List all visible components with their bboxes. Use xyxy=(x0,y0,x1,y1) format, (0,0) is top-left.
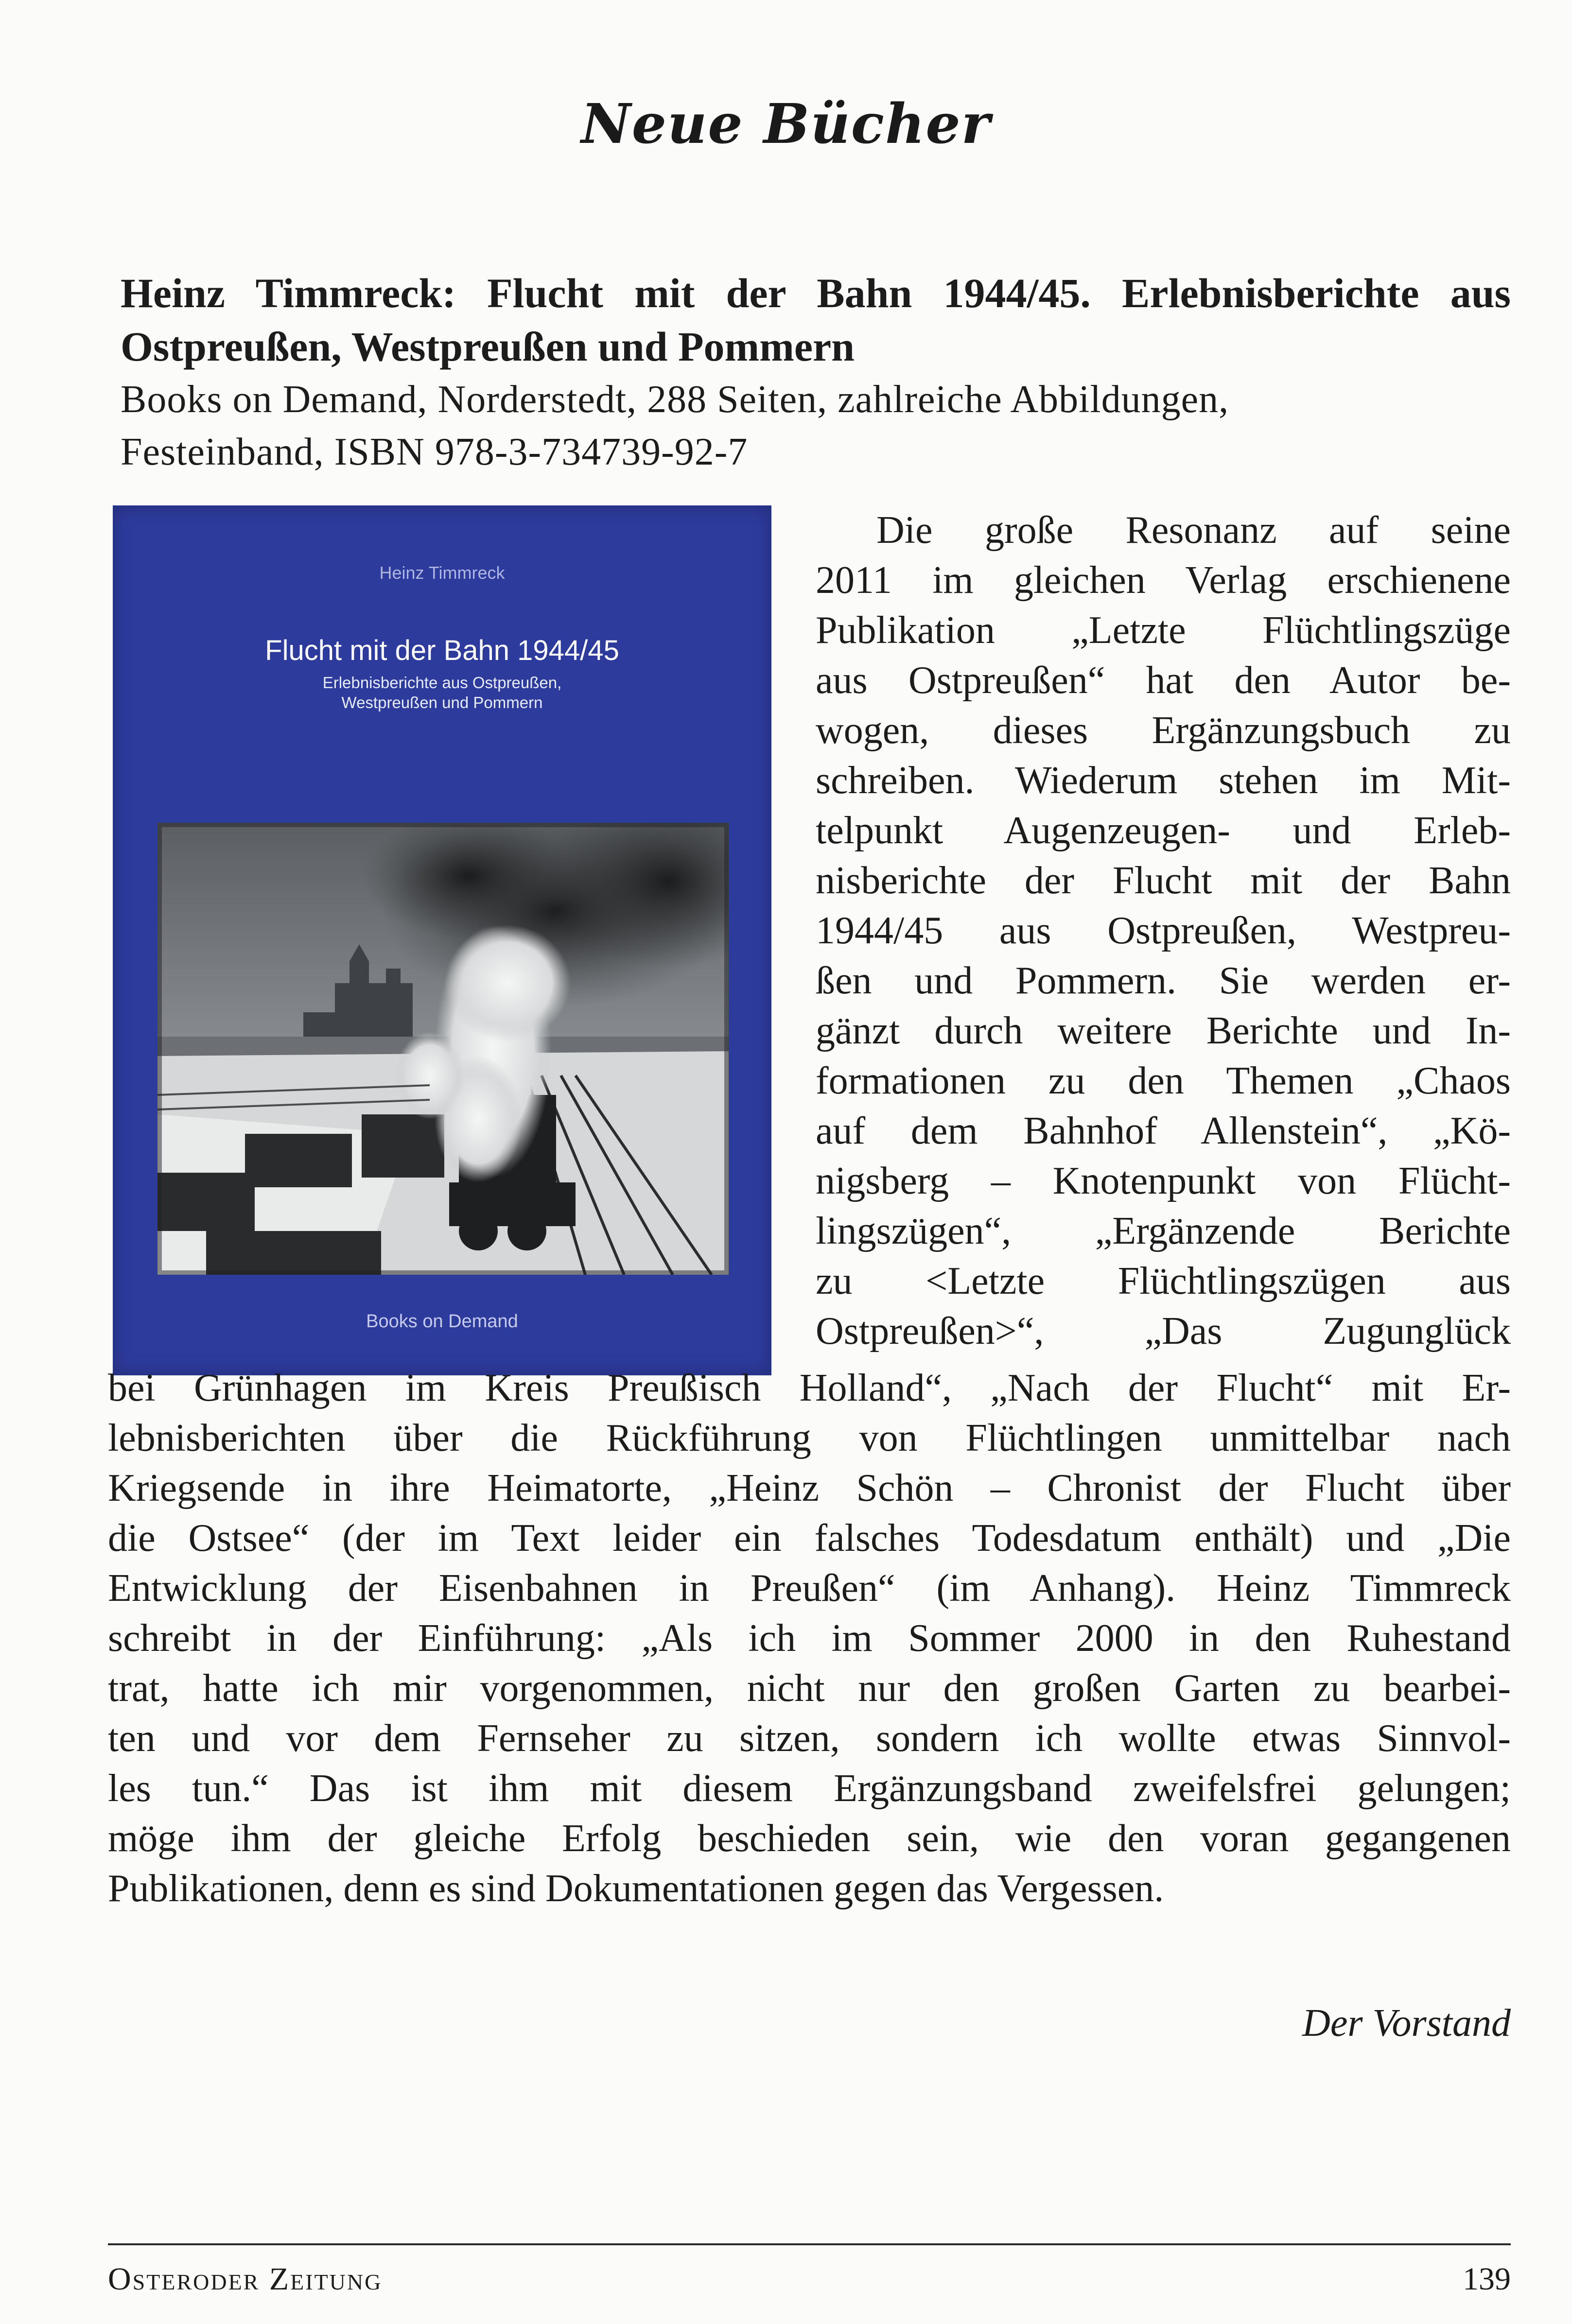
cover-publisher: Books on Demand xyxy=(366,1311,518,1332)
steam-train-photo xyxy=(157,823,729,1275)
text-line: Kriegsende in ihre Heimatorte, „Heinz Schön – Chronist der Flucht über xyxy=(108,1467,1511,1509)
book-meta-line: Festeinband, ISBN 978-3-734739-92-7 xyxy=(121,431,748,473)
cover-author: Heinz Timmreck xyxy=(379,563,505,583)
text-line: Die große Resonanz auf seine xyxy=(876,509,1511,552)
section-title: Neue Bücher xyxy=(581,92,991,156)
footer-page-number: 139 xyxy=(1463,2261,1511,2297)
text-line: schreiben. Wiederum stehen im Mit- xyxy=(816,759,1511,802)
text-line: lingszügen“, „Ergänzende Berichte xyxy=(816,1210,1511,1252)
text-line: aus Ostpreußen“ hat den Autor be- xyxy=(816,659,1511,702)
text-line: nisberichte der Flucht mit der Bahn xyxy=(816,859,1511,902)
text-line: bei Grünhagen im Kreis Preußisch Holland“, „Nach der Flucht“ mit Er- xyxy=(108,1367,1511,1409)
text-line: ßen und Pommern. Sie werden er- xyxy=(816,959,1511,1002)
text-line: Entwicklung der Eisenbahnen in Preußen“ (im Anhang). Heinz Timmreck xyxy=(108,1567,1511,1610)
text-line: les tun.“ Das ist ihm mit diesem Ergänzungsband zweifelsfrei gelungen; xyxy=(108,1767,1511,1810)
text-line: lebnisberichten über die Rückführung von Flüchtlingen unmittelbar nach xyxy=(108,1417,1511,1459)
cover-title: Flucht mit der Bahn 1944/45 xyxy=(265,635,619,666)
text-line: Ostpreußen>“, „Das Zugunglück xyxy=(816,1310,1511,1353)
text-line: gänzt durch weitere Berichte und In- xyxy=(816,1009,1511,1052)
text-line: schreibt in der Einführung: „Als ich im Sommer 2000 in den Ruhestand xyxy=(108,1617,1511,1660)
footer-divider xyxy=(108,2243,1511,2245)
text-line: nigsberg – Knotenpunkt von Flücht- xyxy=(816,1160,1511,1202)
text-line: möge ihm der gleiche Erfolg beschieden sein, wie den voran gegangenen xyxy=(108,1817,1511,1860)
book-publication-details xyxy=(121,373,1511,478)
book-cover-image xyxy=(113,505,771,1375)
text-line: telpunkt Augenzeugen- und Erleb- xyxy=(816,809,1511,852)
review-text-full-width xyxy=(108,1363,1511,1914)
cover-subtitle: Erlebnisberichte aus Ostpreußen, xyxy=(322,674,562,692)
text-line: 2011 im gleichen Verlag erschienene xyxy=(816,559,1511,602)
book-title: Heinz Timmreck: Flucht mit der Bahn 1944/45. Erlebnisberichte aus Ostpreußen, Westpreußen und Pommern xyxy=(121,270,1511,370)
footer-journal-name: Osteroder Zeitung xyxy=(108,2261,383,2297)
book-meta-line: Books on Demand, Norderstedt, 288 Seiten, zahlreiche Abbildungen, xyxy=(121,378,1229,421)
text-line: Publikation „Letzte Flüchtlingszüge xyxy=(816,609,1511,652)
text-line: Publikationen, denn es sind Dokumentationen gegen das Vergessen. xyxy=(108,1867,1164,1910)
text-line: ten und vor dem Fernseher zu sitzen, sondern ich wollte etwas Sinnvol- xyxy=(108,1717,1511,1760)
review-signature: Der Vorstand xyxy=(1302,2002,1511,2045)
text-line: zu <Letzte Flüchtlingszügen aus xyxy=(816,1260,1511,1302)
text-line: auf dem Bahnhof Allenstein“, „Kö- xyxy=(816,1110,1511,1152)
text-line: formationen zu den Themen „Chaos xyxy=(816,1059,1511,1102)
review-text-column xyxy=(816,505,1511,1356)
text-line: trat, hatte ich mir vorgenommen, nicht nur den großen Garten zu bearbei- xyxy=(108,1667,1511,1710)
text-line: 1944/45 aus Ostpreußen, Westpreu- xyxy=(816,909,1511,952)
text-line: die Ostsee“ (der im Text leider ein falsches Todesdatum enthält) und „Die xyxy=(108,1517,1511,1560)
cover-subtitle: Westpreußen und Pommern xyxy=(341,694,543,711)
text-line: wogen, dieses Ergänzungsbuch zu xyxy=(816,709,1511,752)
